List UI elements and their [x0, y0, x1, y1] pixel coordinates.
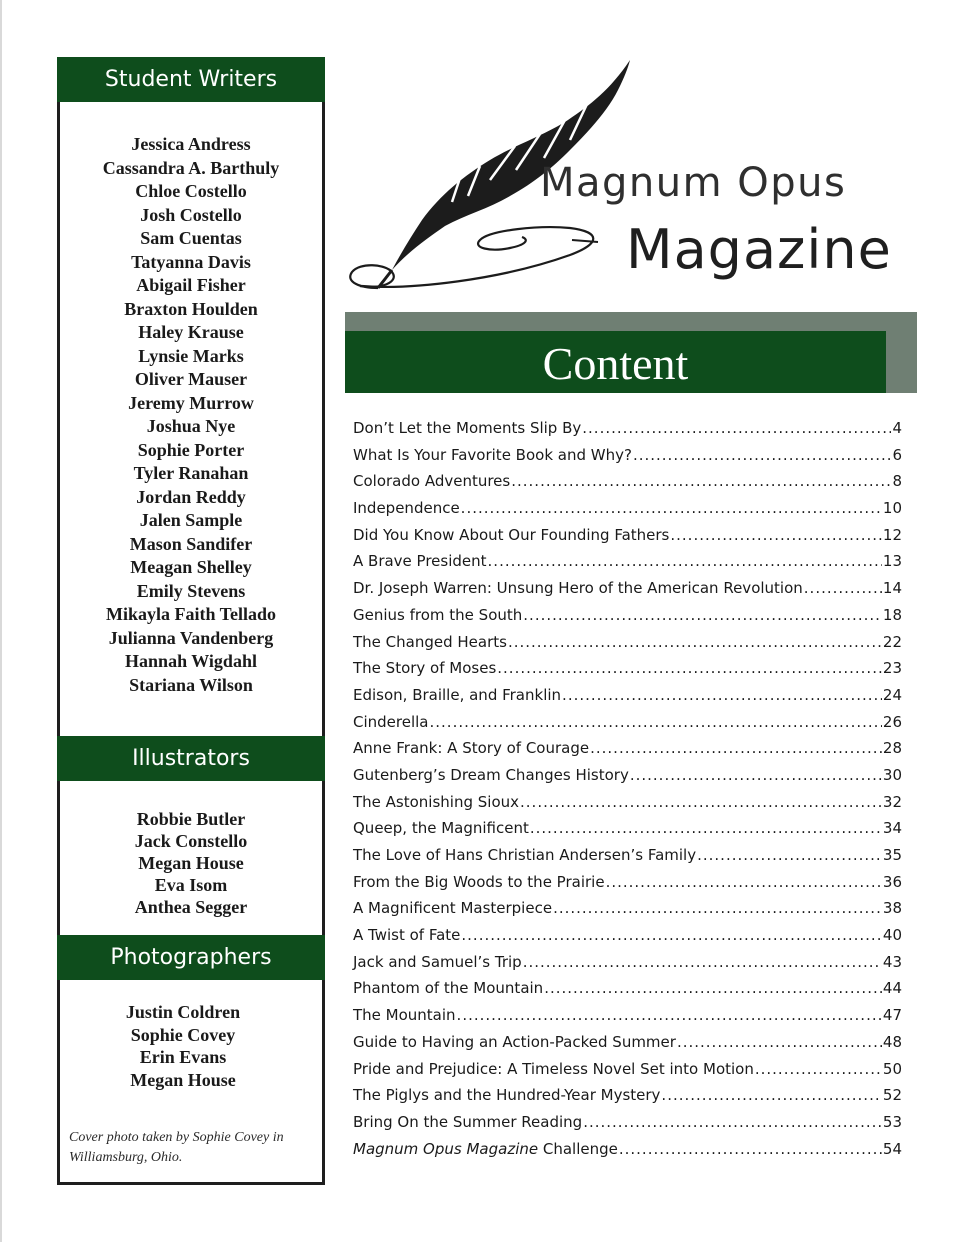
page-edge	[0, 0, 2, 1242]
credit-name: Robbie Butler	[136, 809, 246, 829]
toc-entry-title: Edison, Braille, and Franklin	[353, 685, 562, 704]
toc-entry-title: What Is Your Favorite Book and Why?	[353, 445, 632, 464]
toc-dot-leader	[661, 1082, 881, 1109]
toc-dot-leader	[544, 975, 882, 1002]
toc-entry	[353, 655, 902, 682]
toc-entry-title: Bring On the Summer Reading	[353, 1112, 583, 1131]
toc-entry-title: Dr. Joseph Warren: Unsung Hero of the American Revolution	[353, 579, 803, 598]
magazine-logo-line1: Magnum Opus	[540, 160, 847, 206]
credit-name: Jalen Sample	[139, 510, 243, 530]
toc-entry	[353, 442, 902, 469]
toc-dot-leader	[633, 442, 892, 469]
toc-entry	[353, 869, 902, 896]
toc-page-number: 50	[882, 1059, 902, 1078]
toc-entry-title: Cinderella	[353, 712, 429, 731]
toc-dot-leader	[511, 468, 891, 495]
toc-entry-title: Jack and Samuel’s Trip	[353, 952, 522, 971]
credit-name: Justin Coldren	[125, 1002, 241, 1022]
toc-page-number: 48	[882, 1032, 902, 1051]
credit-name: Sophie Porter	[137, 439, 245, 460]
cover-photo-credit: Cover photo taken by Sophie Covey in Williamsburg, Ohio.	[69, 1130, 284, 1165]
toc-page-number: 18	[882, 605, 902, 624]
photographers-heading: Photographers	[57, 935, 325, 980]
toc-page-number: 32	[882, 792, 902, 811]
credit-name: Mikayla Faith Tellado	[105, 604, 277, 624]
toc-dot-leader	[520, 789, 882, 816]
toc-entry	[353, 682, 902, 709]
toc-entry	[353, 629, 902, 656]
credit-name: Sam Cuentas	[140, 228, 242, 248]
toc-page-number: 23	[882, 659, 902, 678]
toc-entry-title: The Mountain	[353, 1006, 456, 1025]
toc-page-number: 24	[882, 685, 902, 704]
toc-entry	[353, 468, 902, 495]
toc-dot-leader	[590, 735, 882, 762]
credit-name: Tyler Ranahan	[133, 463, 249, 483]
content-heading: Content	[345, 331, 886, 393]
credit-name: Tatyanna Davis	[131, 251, 251, 272]
toc-dot-leader	[619, 1136, 882, 1163]
toc-entry	[353, 1082, 902, 1109]
credit-name: Lynsie Marks	[138, 345, 244, 366]
toc-entry-title: The Piglys and the Hundred-Year Mystery	[353, 1086, 661, 1105]
credits-sidebar	[57, 57, 325, 1185]
toc-dot-leader	[583, 1109, 882, 1136]
toc-page-number: 43	[882, 952, 902, 971]
illustrators-heading: Illustrators	[57, 736, 325, 781]
credit-name: Jack Constello	[134, 831, 248, 851]
credit-name: Julianna Vandenberg	[108, 627, 274, 648]
toc-entry-title: Anne Frank: A Story of Courage	[353, 739, 590, 758]
credit-name: Hannah Wigdahl	[125, 651, 257, 671]
toc-entry-title: Colorado Adventures	[353, 472, 511, 491]
toc-dot-leader	[530, 815, 882, 842]
toc-page-number: 54	[882, 1139, 902, 1158]
toc-dot-leader	[677, 1029, 882, 1056]
toc-entry-title: Queep, the Magnificent	[353, 819, 529, 838]
toc-entry	[353, 1002, 902, 1029]
toc-page-number: 13	[882, 552, 902, 571]
toc-dot-leader	[582, 415, 891, 442]
toc-entry-title: A Twist of Fate	[353, 926, 461, 945]
illustrators-list	[60, 808, 322, 918]
toc-dot-leader	[488, 548, 882, 575]
toc-entry-title: The Astonishing Sioux	[353, 792, 520, 811]
toc-dot-leader	[523, 602, 882, 629]
toc-dot-leader	[508, 629, 882, 656]
toc-entry-title	[353, 1136, 618, 1163]
toc-entry	[353, 575, 902, 602]
credit-name: Megan House	[130, 1070, 236, 1091]
toc-entry-title: Genius from the South	[353, 605, 523, 624]
toc-entry-title: A Magnificent Masterpiece	[353, 899, 553, 918]
toc-page-number: 26	[882, 712, 902, 731]
credit-name: Joshua Nye	[146, 416, 236, 436]
student-writers-heading: Student Writers	[57, 57, 325, 102]
toc-entry	[353, 1056, 902, 1083]
toc-entry	[353, 548, 902, 575]
credit-name: Oliver Mauser	[134, 369, 248, 389]
toc-dot-leader	[562, 682, 882, 709]
credit-name: Eva Isom	[154, 875, 228, 895]
toc-entry	[353, 1136, 902, 1163]
toc-entry-title: Don’t Let the Moments Slip By	[353, 419, 582, 437]
toc-entry	[353, 709, 902, 736]
toc-page-number: 28	[882, 739, 902, 758]
toc-entry-title-rest: Challenge	[538, 1139, 618, 1158]
toc-page-number: 10	[882, 499, 902, 518]
toc-entry	[353, 1109, 902, 1136]
toc-page-number: 4	[892, 419, 902, 437]
toc-page-number: 36	[882, 872, 902, 891]
toc-entry	[353, 762, 902, 789]
toc-entry	[353, 895, 902, 922]
toc-entry-title: Phantom of the Mountain	[353, 979, 544, 998]
toc-entry	[353, 975, 902, 1002]
toc-entry	[353, 815, 902, 842]
toc-entry	[353, 415, 902, 442]
toc-entry-title: The Changed Hearts	[353, 632, 507, 651]
credit-name: Sophie Covey	[130, 1024, 236, 1045]
toc-entry	[353, 789, 902, 816]
toc-page-number: 12	[882, 525, 902, 544]
toc-entry	[353, 922, 902, 949]
student-writers-list	[60, 133, 322, 697]
toc-dot-leader	[457, 1002, 882, 1029]
toc-entry-title: Did You Know About Our Founding Fathers	[353, 525, 670, 544]
credit-name: Erin Evans	[139, 1047, 227, 1068]
credit-name: Jordan Reddy	[136, 486, 246, 507]
toc-dot-leader	[755, 1056, 882, 1083]
toc-page-number: 40	[882, 926, 902, 945]
toc-page-number: 8	[892, 472, 902, 491]
toc-page-number: 30	[882, 765, 902, 784]
credit-name: Stariana Wilson	[129, 674, 253, 695]
toc-entry	[353, 602, 902, 629]
toc-dot-leader	[553, 895, 882, 922]
toc-dot-leader	[461, 922, 882, 949]
credit-name: Jessica Andress	[131, 134, 251, 154]
toc-entry-title: Gutenberg’s Dream Changes History	[353, 765, 629, 784]
toc-entry-title: Guide to Having an Action-Packed Summer	[353, 1032, 676, 1051]
toc-page-number: 47	[882, 1006, 902, 1025]
toc-entry-title-italic: Magnum Opus Magazine	[353, 1139, 539, 1158]
toc-page-number: 34	[882, 819, 902, 838]
toc-dot-leader	[670, 522, 882, 549]
toc-page-number: 38	[882, 899, 902, 918]
credit-name: Abigail Fisher	[136, 275, 246, 295]
magazine-logo-line2: Magazine	[626, 218, 892, 281]
credit-name: Jeremy Murrow	[128, 392, 254, 413]
toc-page-number: 6	[892, 445, 902, 464]
toc-dot-leader	[606, 869, 882, 896]
toc-page-number: 44	[882, 979, 902, 998]
toc-dot-leader	[630, 762, 882, 789]
toc-entry	[353, 949, 902, 976]
credit-name: Braxton Houlden	[124, 298, 258, 319]
toc-dot-leader	[697, 842, 882, 869]
credit-name: Emily Stevens	[136, 580, 246, 601]
toc-entry-title: From the Big Woods to the Prairie	[353, 872, 605, 891]
toc-entry-title: A Brave President	[353, 552, 487, 571]
toc-dot-leader	[804, 575, 882, 602]
toc-entry-title: Pride and Prejudice: A Timeless Novel Set into Motion	[353, 1059, 754, 1078]
toc-entry	[353, 522, 902, 549]
toc-page-number: 14	[882, 579, 902, 598]
toc-entry	[353, 842, 902, 869]
credit-name: Chloe Costello	[135, 181, 247, 201]
toc-dot-leader	[461, 495, 882, 522]
photographers-list	[52, 1001, 314, 1092]
toc-page-number: 52	[882, 1086, 902, 1105]
toc-entry-title: Independence	[353, 499, 460, 518]
toc-dot-leader	[497, 655, 882, 682]
toc-entry-title: The Love of Hans Christian Andersen’s Family	[353, 846, 697, 864]
toc-entry	[353, 1029, 902, 1056]
credit-name: Anthea Segger	[134, 897, 248, 917]
credit-name: Josh Costello	[140, 204, 242, 225]
toc-entry	[353, 735, 902, 762]
toc-page-number: 22	[882, 632, 902, 651]
credit-name: Mason Sandifer	[129, 533, 253, 554]
toc-page-number: 35	[882, 846, 902, 864]
toc-entry	[353, 495, 902, 522]
credit-name: Haley Krause	[138, 322, 244, 342]
toc-entry-title: The Story of Moses	[353, 659, 497, 678]
toc-dot-leader	[430, 709, 882, 736]
toc-page-number: 53	[882, 1112, 902, 1131]
credit-name: Megan House	[138, 853, 244, 873]
credit-name: Cassandra A. Barthuly	[102, 157, 280, 178]
table-of-contents	[353, 415, 902, 1162]
toc-dot-leader	[523, 949, 882, 976]
credit-name: Meagan Shelley	[130, 557, 252, 577]
